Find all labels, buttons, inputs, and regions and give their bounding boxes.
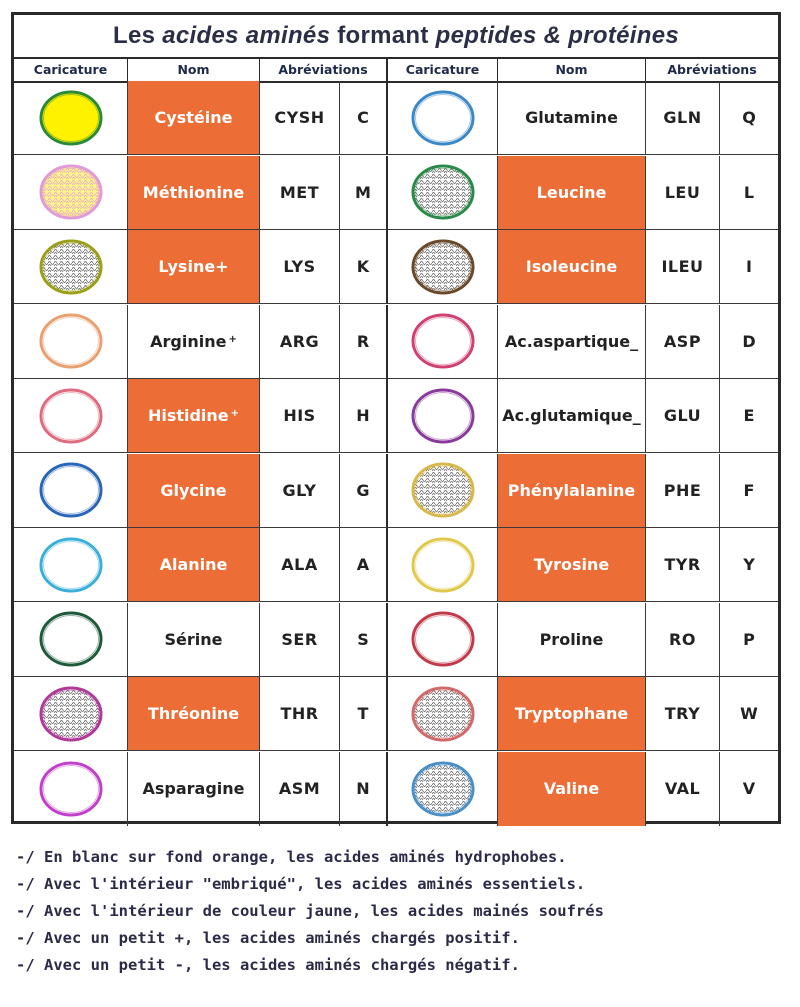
header-nom-right: Nom xyxy=(498,59,646,81)
amino-acid-name-cell xyxy=(128,603,260,677)
amino-acid-caricature-icon xyxy=(36,310,106,372)
amino-acid-caricature-icon xyxy=(36,385,106,447)
amino-acid-name: Leucine xyxy=(536,182,607,202)
three-letter-code: MET xyxy=(279,182,320,202)
abbreviation-cell xyxy=(646,454,720,528)
one-letter-code: N xyxy=(356,779,370,798)
caricature-cell xyxy=(14,81,128,155)
caricature-cell xyxy=(14,305,128,379)
abbreviation-cell xyxy=(260,230,340,304)
amino-acid-caricature-icon xyxy=(408,459,478,521)
title-part: peptides & protéines xyxy=(435,22,679,49)
legend-note: -/ En blanc sur fond orange, les acides aminés hydrophobes. xyxy=(16,848,567,866)
amino-acid-name-cell xyxy=(128,156,260,230)
one-letter-code: E xyxy=(743,406,755,425)
three-letter-code: TYR xyxy=(664,555,701,574)
one-letter-code: V xyxy=(742,779,756,798)
three-letter-code: THR xyxy=(280,704,319,723)
one-letter-cell xyxy=(720,454,778,528)
amino-acid-name: Tryptophane xyxy=(514,704,629,723)
abbreviation-cell xyxy=(646,230,720,304)
three-letter-code: ALA xyxy=(281,555,318,574)
table-row xyxy=(14,603,778,677)
title-part: Les xyxy=(113,22,163,49)
caricature-cell xyxy=(388,603,498,677)
amino-acid-name: Méthionine xyxy=(142,182,245,202)
three-letter-code: GLN xyxy=(663,108,702,127)
abbreviation-cell xyxy=(646,305,720,379)
legend-note: -/ Avec l'intérieur de couleur jaune, les acides mainés soufrés xyxy=(16,902,604,920)
abbreviation-cell xyxy=(260,528,340,602)
title-part: formant xyxy=(330,22,436,49)
amino-acid-caricature-icon xyxy=(36,758,106,820)
amino-acid-name-cell xyxy=(498,81,646,155)
abbreviation-cell xyxy=(646,752,720,826)
amino-acid-name: Cystéine xyxy=(154,108,233,127)
amino-acid-name: Phénylalanine xyxy=(507,480,636,500)
one-letter-cell xyxy=(340,677,388,751)
header-caricature-right: Caricature xyxy=(388,59,498,81)
one-letter-code: I xyxy=(746,257,752,276)
one-letter-code: D xyxy=(742,331,756,351)
header-nom-left: Nom xyxy=(128,59,260,81)
abbreviation-cell xyxy=(260,156,340,230)
amino-acid-name: Glutamine xyxy=(525,108,618,127)
three-letter-code: ARG xyxy=(279,331,320,351)
caricature-cell xyxy=(14,603,128,677)
column-headers xyxy=(14,59,778,83)
caricature-cell xyxy=(388,81,498,155)
amino-acid-name-cell xyxy=(498,677,646,751)
one-letter-code: G xyxy=(356,480,370,500)
amino-acid-name: Sérine xyxy=(164,629,223,649)
one-letter-code: T xyxy=(357,704,369,723)
one-letter-code: C xyxy=(357,108,369,127)
table-row xyxy=(14,156,778,230)
one-letter-code: Q xyxy=(742,108,756,127)
one-letter-cell xyxy=(720,752,778,826)
table-row xyxy=(14,305,778,379)
three-letter-code: RO xyxy=(669,629,696,649)
amino-acid-name-cell xyxy=(128,528,260,602)
three-letter-code: GLU xyxy=(663,406,702,425)
one-letter-code: S xyxy=(357,629,369,649)
amino-acid-caricature-icon xyxy=(408,385,478,447)
amino-acid-name-cell xyxy=(128,379,260,453)
abbreviation-cell xyxy=(260,603,340,677)
abbreviation-cell xyxy=(646,81,720,155)
one-letter-cell xyxy=(340,603,388,677)
abbreviation-cell xyxy=(646,528,720,602)
table-title xyxy=(14,15,778,59)
one-letter-cell xyxy=(720,677,778,751)
amino-acid-name: Isoleucine xyxy=(525,257,618,276)
amino-acid-caricature-icon xyxy=(408,87,478,149)
three-letter-code: LYS xyxy=(283,257,316,276)
one-letter-cell xyxy=(720,230,778,304)
abbreviation-cell xyxy=(260,752,340,826)
three-letter-code: HIS xyxy=(283,406,316,425)
legend-note: -/ Avec l'intérieur "embriqué", les acides aminés essentiels. xyxy=(16,875,586,893)
caricature-cell xyxy=(14,752,128,826)
amino-acid-caricature-icon xyxy=(36,161,106,223)
abbreviation-cell xyxy=(260,305,340,379)
table-row xyxy=(14,528,778,602)
caricature-cell xyxy=(388,305,498,379)
caricature-cell xyxy=(388,752,498,826)
amino-acid-name: Thréonine xyxy=(147,704,240,723)
amino-acid-name-cell xyxy=(498,528,646,602)
amino-acid-name-cell xyxy=(498,230,646,304)
amino-acid-name: Valine xyxy=(543,779,600,798)
one-letter-cell xyxy=(720,603,778,677)
abbreviation-cell xyxy=(260,677,340,751)
three-letter-code: ASP xyxy=(663,331,702,351)
amino-acid-caricature-icon xyxy=(408,534,478,596)
table-row xyxy=(14,677,778,751)
amino-acid-caricature-icon xyxy=(408,758,478,820)
one-letter-code: A xyxy=(356,555,370,574)
one-letter-cell xyxy=(340,379,388,453)
amino-acid-name-cell xyxy=(498,603,646,677)
one-letter-cell xyxy=(720,379,778,453)
one-letter-cell xyxy=(340,230,388,304)
caricature-cell xyxy=(14,677,128,751)
table-row xyxy=(14,81,778,155)
abbreviation-cell xyxy=(646,156,720,230)
three-letter-code: SER xyxy=(281,629,318,649)
amino-acid-caricature-icon xyxy=(408,683,478,745)
abbreviation-cell xyxy=(260,81,340,155)
one-letter-cell xyxy=(340,305,388,379)
amino-acid-name-cell xyxy=(128,454,260,528)
three-letter-code: GLY xyxy=(282,480,317,500)
amino-acid-name: Histidine xyxy=(147,406,229,425)
amino-acid-name: Proline xyxy=(539,629,604,649)
three-letter-code: ILEU xyxy=(661,257,704,276)
abbreviation-cell xyxy=(260,379,340,453)
amino-acid-caricature-icon xyxy=(36,608,106,670)
amino-acid-name-cell xyxy=(498,305,646,379)
amino-acid-name: Alanine xyxy=(159,555,228,574)
one-letter-code: P xyxy=(743,629,755,649)
header-caricature-left: Caricature xyxy=(14,59,128,81)
amino-acid-name-cell xyxy=(128,230,260,304)
one-letter-code: R xyxy=(356,331,370,351)
one-letter-code: M xyxy=(355,182,371,202)
table-row xyxy=(14,454,778,528)
one-letter-code: L xyxy=(743,182,755,202)
amino-acid-name: Ac.glutamique_ xyxy=(502,406,641,425)
one-letter-code: Y xyxy=(743,555,755,574)
amino-acid-caricature-icon xyxy=(408,310,478,372)
caricature-cell xyxy=(14,454,128,528)
amino-acid-caricature-icon xyxy=(36,87,106,149)
charge-marker: + xyxy=(230,408,240,419)
one-letter-cell xyxy=(340,454,388,528)
caricature-cell xyxy=(388,156,498,230)
amino-acid-table xyxy=(11,12,781,824)
amino-acid-name: Lysine+ xyxy=(158,257,229,276)
amino-acid-name: Ac.aspartique_ xyxy=(504,331,639,351)
one-letter-code: F xyxy=(743,480,755,500)
caricature-cell xyxy=(14,156,128,230)
amino-acid-caricature-icon xyxy=(408,608,478,670)
amino-acid-name: Tyrosine xyxy=(533,555,610,574)
caricature-cell xyxy=(14,528,128,602)
header-abbr-left: Abréviations xyxy=(260,59,388,81)
abbreviation-cell xyxy=(646,603,720,677)
one-letter-cell xyxy=(340,752,388,826)
amino-acid-caricature-icon xyxy=(36,459,106,521)
amino-acid-name: Asparagine xyxy=(142,779,245,798)
caricature-cell xyxy=(388,528,498,602)
one-letter-code: K xyxy=(356,257,370,276)
amino-acid-name-cell xyxy=(498,379,646,453)
amino-acid-name-cell xyxy=(128,752,260,826)
abbreviation-cell xyxy=(260,454,340,528)
caricature-cell xyxy=(14,379,128,453)
caricature-cell xyxy=(388,454,498,528)
amino-acid-caricature-icon xyxy=(408,161,478,223)
amino-acid-caricature-icon xyxy=(36,236,106,298)
abbreviation-cell xyxy=(646,677,720,751)
caricature-cell xyxy=(14,230,128,304)
three-letter-code: TRY xyxy=(664,704,701,723)
three-letter-code: LEU xyxy=(664,182,701,202)
amino-acid-name: Glycine xyxy=(160,480,227,500)
amino-acid-name-cell xyxy=(498,156,646,230)
amino-acid-name: Arginine xyxy=(150,331,227,351)
header-abbr-right: Abréviations xyxy=(667,62,757,77)
legend-notes xyxy=(16,844,786,979)
one-letter-code: H xyxy=(356,406,370,425)
amino-acid-caricature-icon xyxy=(36,534,106,596)
three-letter-code: ASM xyxy=(278,779,321,798)
charge-marker: + xyxy=(228,333,237,345)
abbreviation-cell xyxy=(646,379,720,453)
amino-acid-caricature-icon xyxy=(408,236,478,298)
caricature-cell xyxy=(388,677,498,751)
one-letter-cell xyxy=(720,305,778,379)
amino-acid-name-cell xyxy=(498,752,646,826)
caricature-cell xyxy=(388,230,498,304)
one-letter-cell xyxy=(720,528,778,602)
table-row xyxy=(14,379,778,453)
amino-acid-name-cell xyxy=(498,454,646,528)
table-row xyxy=(14,230,778,304)
legend-note: -/ Avec un petit +, les acides aminés chargés positif. xyxy=(16,929,520,947)
title-part: acides aminés xyxy=(162,22,331,49)
amino-acid-name-cell xyxy=(128,305,260,379)
one-letter-cell xyxy=(720,156,778,230)
amino-acid-caricature-icon xyxy=(36,683,106,745)
one-letter-cell xyxy=(340,81,388,155)
three-letter-code: VAL xyxy=(664,779,701,798)
table-row xyxy=(14,752,778,826)
one-letter-cell xyxy=(340,528,388,602)
one-letter-cell xyxy=(340,156,388,230)
legend-note: -/ Avec un petit -, les acides aminés chargés négatif. xyxy=(16,956,520,974)
caricature-cell xyxy=(388,379,498,453)
amino-acid-name-cell xyxy=(128,677,260,751)
three-letter-code: PHE xyxy=(663,480,702,500)
one-letter-cell xyxy=(720,81,778,155)
three-letter-code: CYSH xyxy=(274,108,325,127)
one-letter-code: W xyxy=(740,704,758,723)
amino-acid-name-cell xyxy=(128,81,260,155)
